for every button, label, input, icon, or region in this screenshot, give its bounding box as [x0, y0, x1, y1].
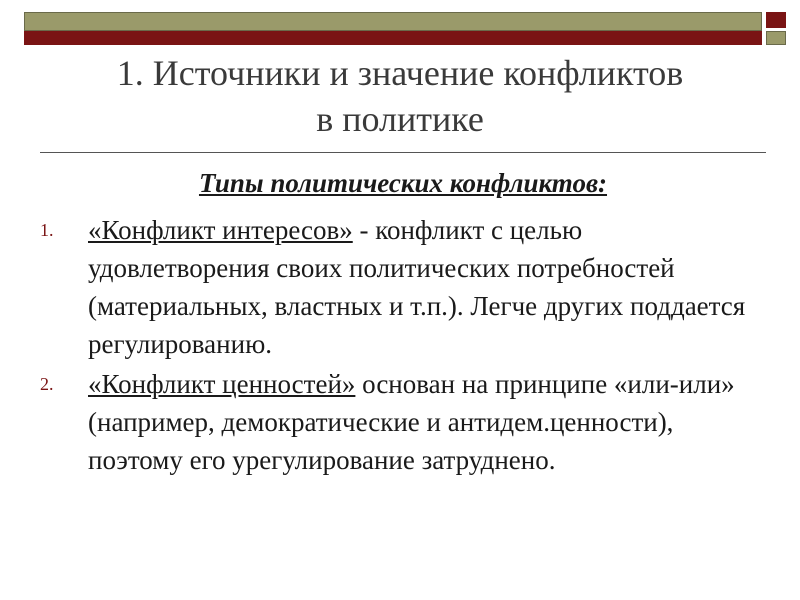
- list-item-number: 2.: [40, 374, 54, 394]
- slide-title-line2: в политике: [316, 99, 484, 139]
- top-decorative-bar: [24, 12, 762, 31]
- list-item-text: основан на принципе «или-или» (например, демократические и антидем.ценности), поэтому его урегулирование затруднено.: [88, 369, 735, 475]
- list-item: [40, 211, 760, 363]
- list-item-term: «Конфликт ценностей»: [88, 369, 356, 399]
- slide-title: [20, 50, 780, 142]
- title-divider: [40, 152, 766, 153]
- list-item-number: 1.: [40, 220, 54, 240]
- slide-subtitle: Типы политических конфликтов:: [198, 168, 608, 198]
- list-item-term: «Конфликт интересов»: [88, 215, 353, 245]
- list-item-text: - конфликт с целью удовлетворения своих политических потребностей (материальных, властных и т.п.). Легче других поддается регулированию.: [88, 215, 746, 359]
- corner-square-olive: [766, 31, 786, 45]
- conflict-types-list: [40, 211, 760, 481]
- slide-title-line1: 1. Источники и значение конфликтов: [116, 53, 684, 93]
- list-item: [40, 365, 760, 479]
- top-decorative-bar-dark: [24, 31, 762, 45]
- corner-square-red: [766, 12, 786, 28]
